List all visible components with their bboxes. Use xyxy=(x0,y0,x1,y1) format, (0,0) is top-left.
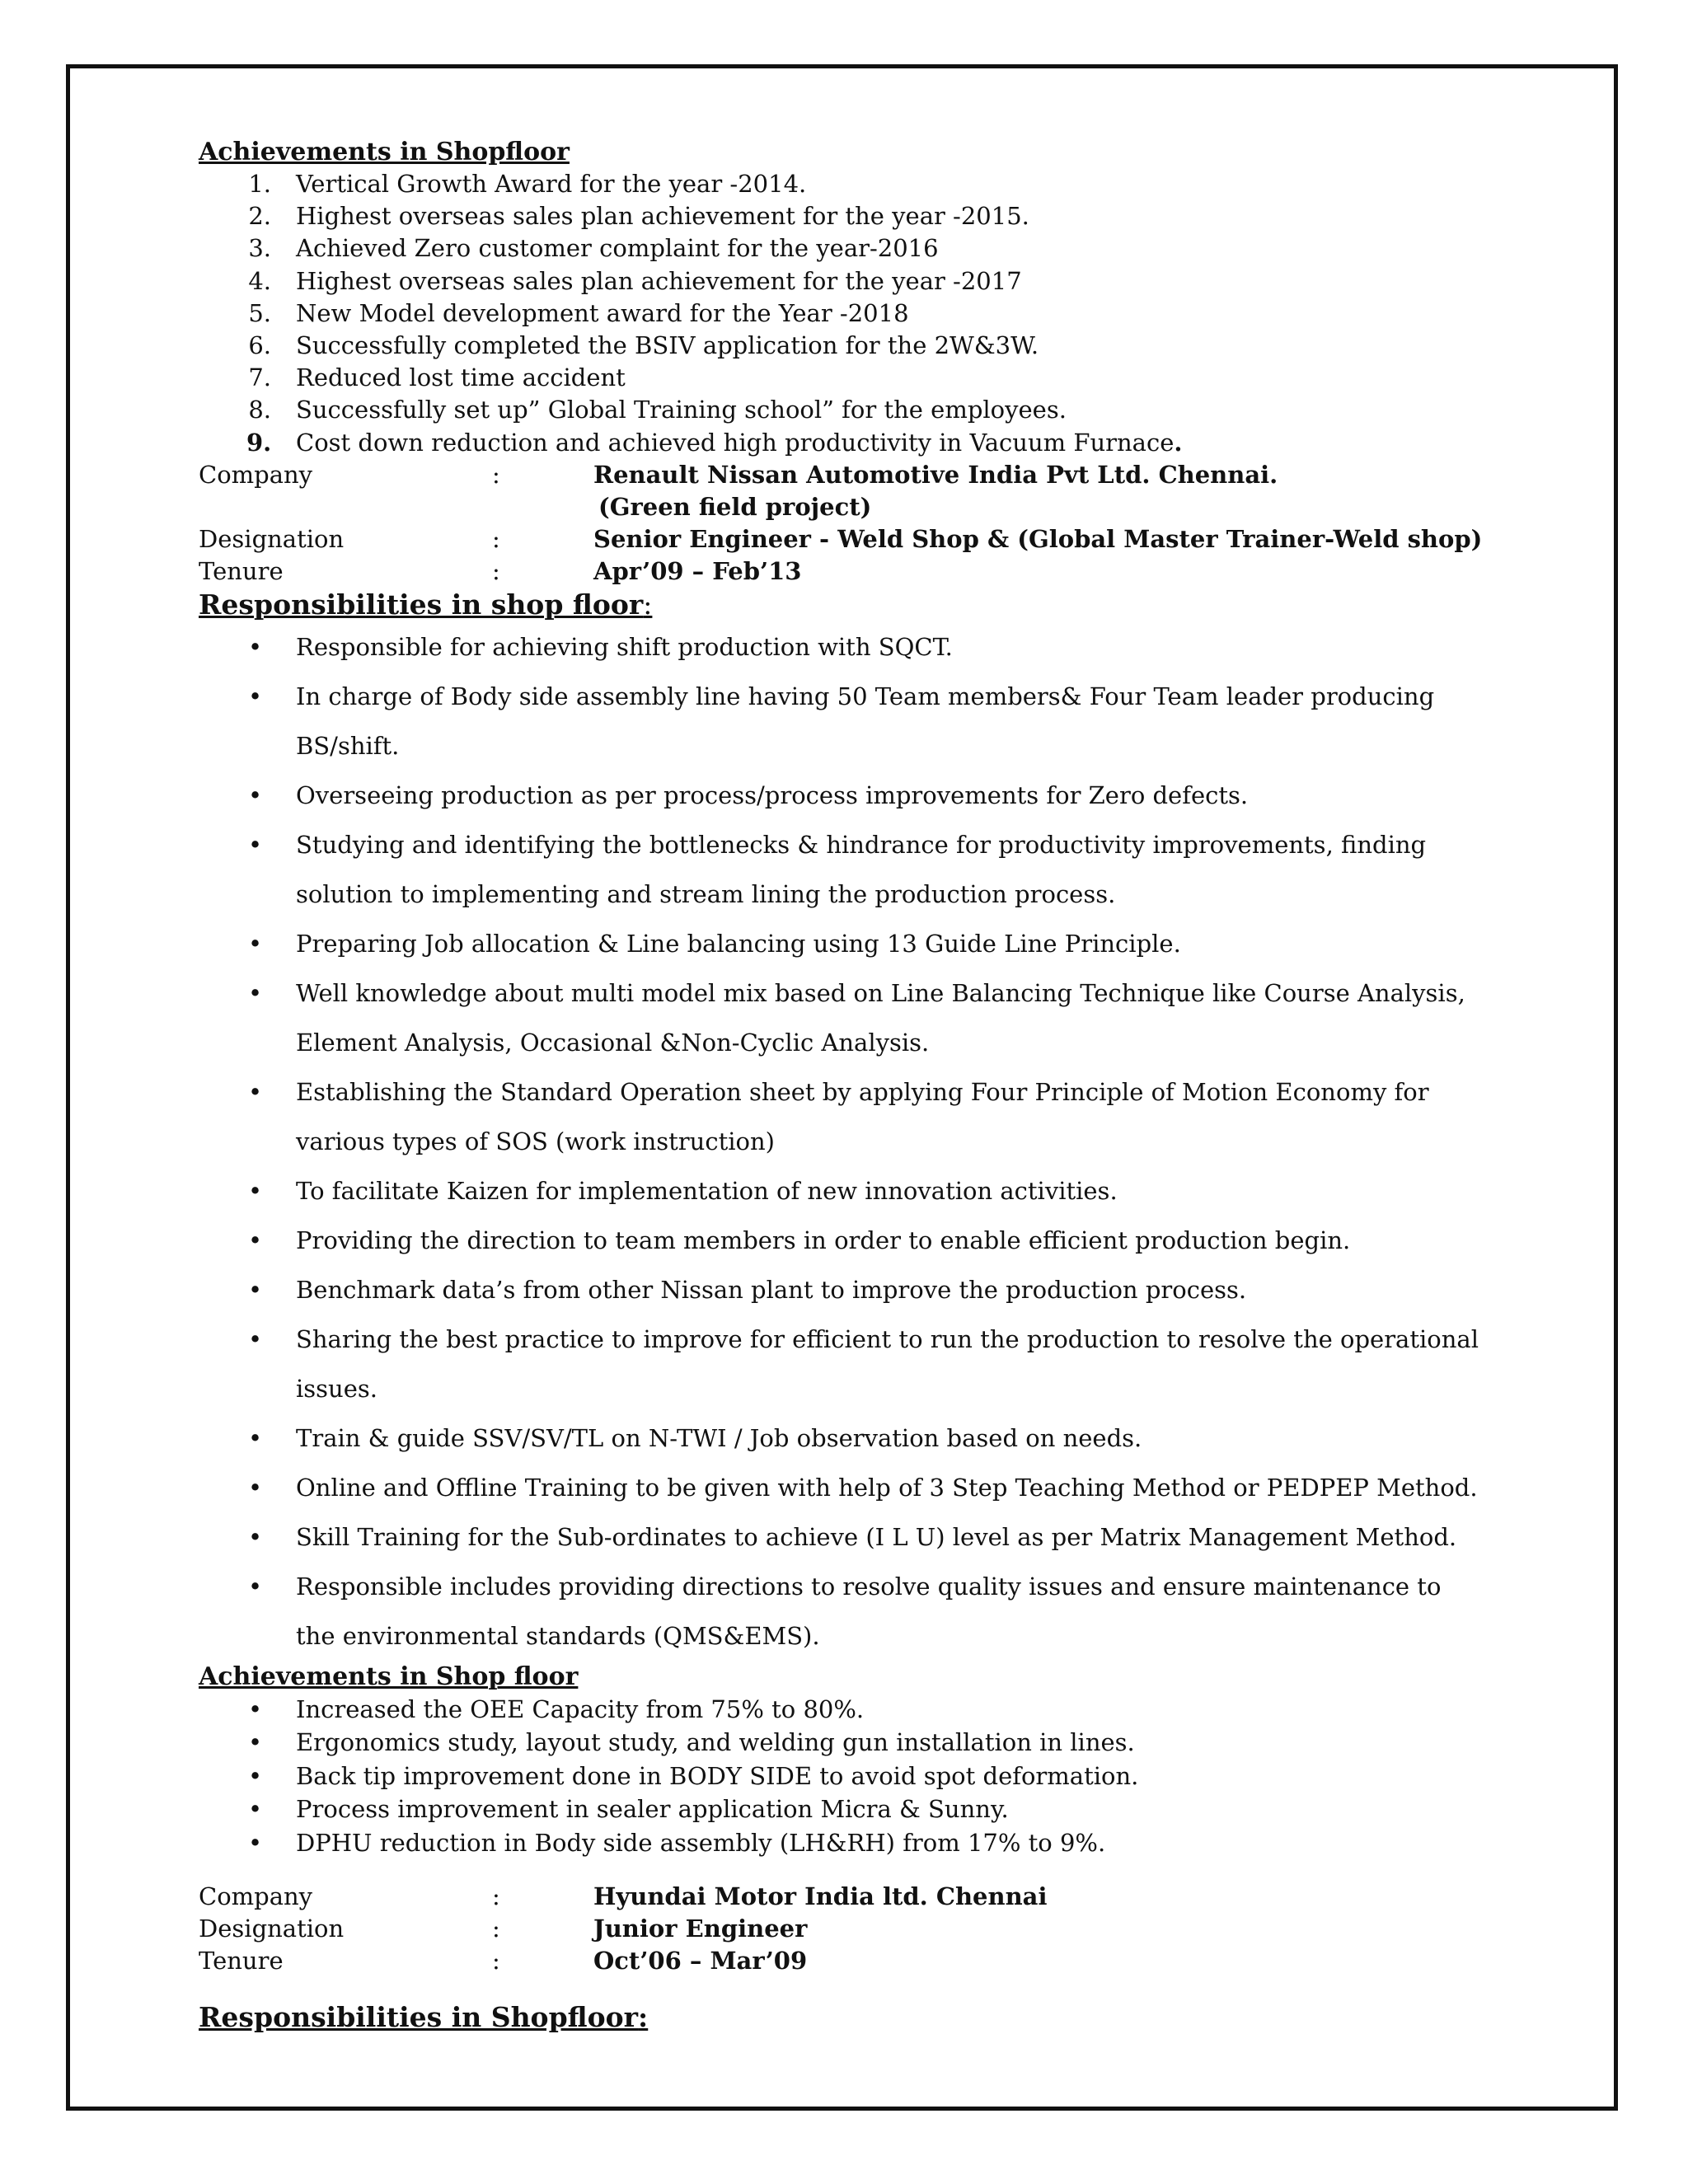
heading-colon: : xyxy=(643,588,653,621)
list-item xyxy=(199,427,1484,459)
resume-page-content xyxy=(199,136,1484,2035)
list-item-text: DPHU reduction in Body side assembly (LH&RH) from 17% to 9%. xyxy=(296,1828,1106,1857)
responsibilities-heading xyxy=(199,588,1484,622)
bullet-icon: • xyxy=(248,780,263,809)
tenure-value: Apr’09 – Feb’13 xyxy=(593,556,802,585)
achievements-shopfloor-list xyxy=(199,168,1484,459)
bullet-icon: • xyxy=(248,632,263,661)
list-item xyxy=(199,1315,1484,1413)
list-item xyxy=(199,1693,1484,1727)
colon: : xyxy=(492,460,500,489)
list-item xyxy=(199,1463,1484,1512)
list-item xyxy=(199,622,1484,672)
list-item xyxy=(199,168,1484,200)
list-item xyxy=(199,362,1484,394)
list-item-text: Preparing Job allocation & Line balancing using 13 Guide Line Principle. xyxy=(296,929,1181,958)
list-item-text: Back tip improvement done in BODY SIDE to avoid spot deformation. xyxy=(296,1761,1139,1790)
list-item xyxy=(199,1726,1484,1760)
list-item-text: Establishing the Standard Operation sheet by applying Four Principle of Motion Economy for various types of SOS (work instruction) xyxy=(296,1077,1429,1155)
bullet-icon: • xyxy=(248,1176,263,1205)
bullet-icon: • xyxy=(248,1077,263,1106)
list-item-text: Responsible for achieving shift production with SQCT. xyxy=(296,632,953,661)
section-spacer xyxy=(199,1977,1484,2000)
list-number: 4. xyxy=(248,266,271,295)
list-item-text: Overseeing production as per process/process improvements for Zero defects. xyxy=(296,780,1249,809)
list-item xyxy=(199,232,1484,265)
list-number: 2. xyxy=(248,202,271,231)
list-item xyxy=(199,298,1484,330)
colon: : xyxy=(492,556,500,585)
list-item xyxy=(199,394,1484,426)
heading-colon: : xyxy=(638,2001,649,2034)
list-item xyxy=(199,672,1484,771)
bullet-icon: • xyxy=(248,1275,263,1304)
tenure-label: Tenure xyxy=(199,1947,284,1975)
list-item-text: Cost down reduction and achieved high productivity in Vacuum Furnace xyxy=(296,428,1175,457)
list-item xyxy=(199,1067,1484,1166)
bullet-icon: • xyxy=(248,682,263,710)
list-item-text: Achieved Zero customer complaint for the year-2016 xyxy=(296,234,939,263)
company-subtitle: (Green field project) xyxy=(598,492,872,521)
bullet-icon: • xyxy=(248,830,263,859)
list-item-text: Online and Offline Training to be given with help of 3 Step Teaching Method or PEDPEP Method. xyxy=(296,1473,1478,1502)
list-item-text: Skill Training for the Sub-ordinates to achieve (I L U) level as per Matrix Management Method. xyxy=(296,1522,1457,1551)
list-item-text: Studying and identifying the bottlenecks & hindrance for productivity improvements, finding solution to implementing and stream lining the production process. xyxy=(296,830,1427,908)
responsibilities-heading-2 xyxy=(199,2000,1484,2035)
list-item-text: Increased the OEE Capacity from 75% to 80%. xyxy=(296,1694,865,1723)
list-item-tail: . xyxy=(1174,428,1183,457)
list-number: 6. xyxy=(248,331,271,360)
list-item-text: Providing the direction to team members in order to enable efficient production begin. xyxy=(296,1226,1351,1254)
bullet-icon: • xyxy=(248,1324,263,1353)
bullet-icon: • xyxy=(248,1473,263,1502)
bullet-icon: • xyxy=(248,1828,263,1857)
designation-value: Senior Engineer - Weld Shop & (Global Master Trainer-Weld shop) xyxy=(593,524,1483,553)
list-number: 5. xyxy=(248,298,271,327)
achievements-shop-floor-list xyxy=(199,1693,1484,1860)
list-item xyxy=(199,1413,1484,1463)
bullet-icon: • xyxy=(248,1694,263,1723)
tenure-row xyxy=(199,555,1484,588)
list-item xyxy=(199,1760,1484,1793)
list-item xyxy=(199,1793,1484,1826)
list-item xyxy=(199,968,1484,1067)
company-label: Company xyxy=(199,1882,313,1911)
list-item-text: To facilitate Kaizen for implementation of new innovation activities. xyxy=(296,1176,1118,1205)
list-item-text: Process improvement in sealer application Micra & Sunny. xyxy=(296,1795,1009,1824)
list-item xyxy=(199,919,1484,968)
company-row xyxy=(199,459,1484,491)
list-item xyxy=(199,1512,1484,1562)
company-label: Company xyxy=(199,460,313,489)
company-row xyxy=(199,1881,1484,1913)
list-number: 9. xyxy=(246,428,272,457)
designation-row xyxy=(199,523,1484,555)
colon: : xyxy=(492,524,500,553)
colon: : xyxy=(492,1947,500,1975)
list-number: 1. xyxy=(248,170,271,198)
list-item-text: Benchmark data’s from other Nissan plant to improve the production process. xyxy=(296,1275,1247,1304)
responsibilities-title: Responsibilities in shop floor xyxy=(199,588,644,621)
list-item-text: Highest overseas sales plan achievement for the year -2015. xyxy=(296,202,1029,231)
tenure-value: Oct’06 – Mar’09 xyxy=(593,1947,808,1975)
list-item-text: Well knowledge about multi model mix based on Line Balancing Technique like Course Analysis, Element Analysis, Occasional &Non-Cyclic Analysis. xyxy=(296,978,1465,1057)
bullet-icon: • xyxy=(248,1522,263,1551)
bullet-icon: • xyxy=(248,1226,263,1254)
bullet-icon: • xyxy=(248,1761,263,1790)
list-item-text: Successfully set up” Global Training school” for the employees. xyxy=(296,396,1067,424)
list-item-text: Responsible includes providing directions to resolve quality issues and ensure maintenance to the environmental standards (QMS&EMS). xyxy=(296,1572,1442,1650)
list-item-text: Sharing the best practice to improve for efficient to run the production to resolve the operational issues. xyxy=(296,1324,1479,1403)
list-item xyxy=(199,1216,1484,1265)
list-number: 7. xyxy=(248,363,271,392)
designation-label: Designation xyxy=(199,524,345,553)
bullet-icon: • xyxy=(248,1572,263,1601)
list-item xyxy=(199,820,1484,919)
list-item-text: Train & guide SSV/SV/TL on N-TWI / Job observation based on needs. xyxy=(296,1423,1142,1452)
bullet-icon: • xyxy=(248,1795,263,1824)
bullet-icon: • xyxy=(248,929,263,958)
tenure-label: Tenure xyxy=(199,556,284,585)
list-item xyxy=(199,1826,1484,1860)
list-item-text: Ergonomics study, layout study, and welding gun installation in lines. xyxy=(296,1728,1135,1757)
colon: : xyxy=(492,1882,500,1911)
list-item xyxy=(199,1166,1484,1216)
colon: : xyxy=(492,1915,500,1943)
list-number: 3. xyxy=(248,234,271,263)
list-item-text: Vertical Growth Award for the year -2014. xyxy=(296,170,807,198)
designation-label: Designation xyxy=(199,1915,345,1943)
list-item xyxy=(199,1265,1484,1315)
achievements-shopfloor-heading: Achievements in Shopfloor xyxy=(199,138,570,166)
company-value: Hyundai Motor India ltd. Chennai xyxy=(593,1882,1048,1911)
list-item-text: New Model development award for the Year -2018 xyxy=(296,298,909,327)
achievements-shop-floor-heading: Achievements in Shop floor xyxy=(199,1661,579,1691)
list-number: 8. xyxy=(248,396,271,424)
list-item xyxy=(199,1562,1484,1661)
list-item-text: Successfully completed the BSIV application for the 2W&3W. xyxy=(296,331,1039,360)
list-item-text: In charge of Body side assembly line having 50 Team members& Four Team leader producing BS/shift. xyxy=(296,682,1435,760)
list-item xyxy=(199,330,1484,362)
list-item-text: Highest overseas sales plan achievement for the year -2017 xyxy=(296,266,1022,295)
company-sub-row xyxy=(199,491,1484,523)
designation-row xyxy=(199,1913,1484,1945)
company-value: Renault Nissan Automotive India Pvt Ltd. Chennai. xyxy=(593,460,1278,489)
bullet-icon: • xyxy=(248,1728,263,1757)
section-spacer xyxy=(199,1859,1484,1881)
responsibilities-title: Responsibilities in Shopfloor xyxy=(199,2001,639,2034)
responsibilities-list xyxy=(199,622,1484,1661)
bullet-icon: • xyxy=(248,978,263,1007)
list-item xyxy=(199,771,1484,820)
tenure-row xyxy=(199,1945,1484,1977)
bullet-icon: • xyxy=(248,1423,263,1452)
list-item xyxy=(199,200,1484,232)
list-item-text: Reduced lost time accident xyxy=(296,363,626,392)
list-item xyxy=(199,265,1484,298)
designation-value: Junior Engineer xyxy=(593,1915,808,1943)
